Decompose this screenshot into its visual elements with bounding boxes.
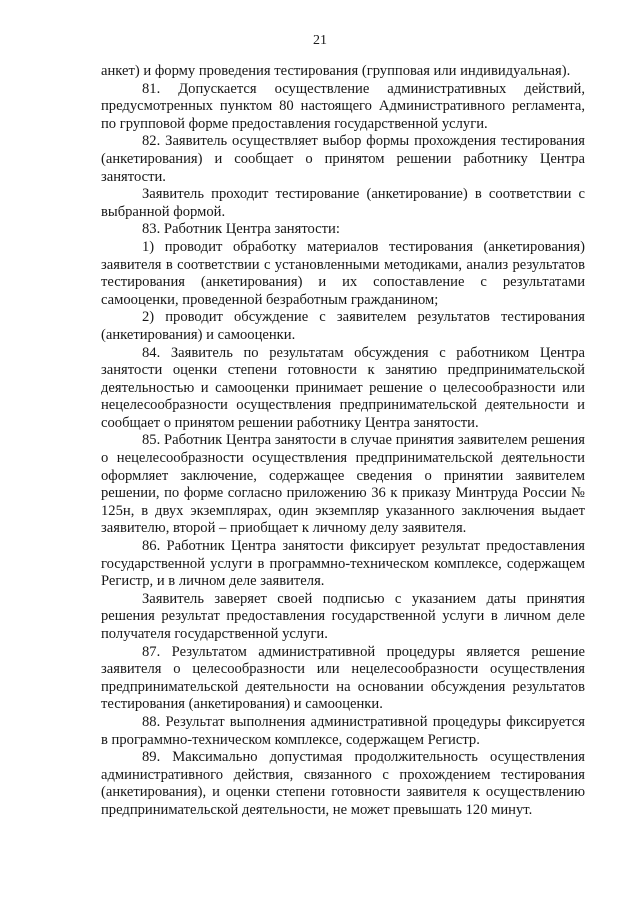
paragraph: 81. Допускается осуществление административных действий, предусмотренных пунктом 80 настоящего Административного регламента, по групповой форме предоставления государственной услуги. (101, 80, 585, 132)
paragraph: анкет) и форму проведения тестирования (групповая или индивидуальная). (101, 63, 571, 79)
paragraph: 82. Заявитель осуществляет выбор формы прохождения тестирования (анкетирования) и сообщает о принятом решении работнику Центра занятости. (101, 133, 585, 185)
paragraph: Заявитель заверяет своей подписью с указанием даты принятия решения результат предоставления государственной услуги в личном деле получателя государственной услуги. (101, 590, 585, 642)
paragraph: 2) проводит обсуждение с заявителем результатов тестирования (анкетирования) и самооценки. (101, 309, 585, 343)
paragraph: 89. Максимально допустимая продолжительность осуществления административного действия, связанного с прохождением тестирования (анкетирования), и оценки степени готовности заявителя к осуществлению предпринимательской деятельности, не может превышать 120 минут. (101, 749, 585, 818)
paragraph: 86. Работник Центра занятости фиксирует результат предоставления государственной услуги в программно-техническом комплексе, содержащем Регистр, и в личном деле заявителя. (101, 538, 585, 590)
paragraph: 83. Работник Центра занятости: (142, 221, 340, 238)
paragraph: 84. Заявитель по результатам обсуждения с работником Центра занятости оценки степени готовности к занятию предпринимательской деятельностью и самооценки принимает решение о целесообразности или нецелесообразности осуществления предпринимательской деятельности и сообщает о принятом решении работнику Центра занятости. (101, 344, 585, 431)
paragraph: 85. Работник Центра занятости в случае принятия заявителем решения о нецелесообразности осуществления предпринимательской деятельности оформляет заключение, содержащее сведения о принятии заявителем решении, по форме согласно приложению 36 к приказу Минтруда России № 125н, в двух экземплярах, один экземпляр указанного заключения выдает заявителю, второй – приобщает к личному делу заявителя. (101, 432, 585, 537)
document-body (101, 63, 585, 820)
paragraph: Заявитель проходит тестирование (анкетирование) в соответствии с выбранной формой. (101, 186, 585, 220)
paragraph: 87. Результатом административной процедуры является решение заявителя о целесообразности или нецелесообразности осуществления предпринимательской деятельности на основании обсуждения результатов тестирования (анкетирования) и самооценки. (101, 643, 585, 713)
paragraph: 1) проводит обработку материалов тестирования (анкетирования) заявителя в соответствии с установленными методиками, анализ результатов тестирования (анкетирования) и их сопоставление с результатами самооценки, проведенной безработным гражданином; (101, 238, 585, 308)
page-number: 21 (313, 33, 327, 48)
paragraph: 88. Результат выполнения административной процедуры фиксируется в программно-техническом комплексе, содержащем Регистр. (101, 713, 585, 748)
